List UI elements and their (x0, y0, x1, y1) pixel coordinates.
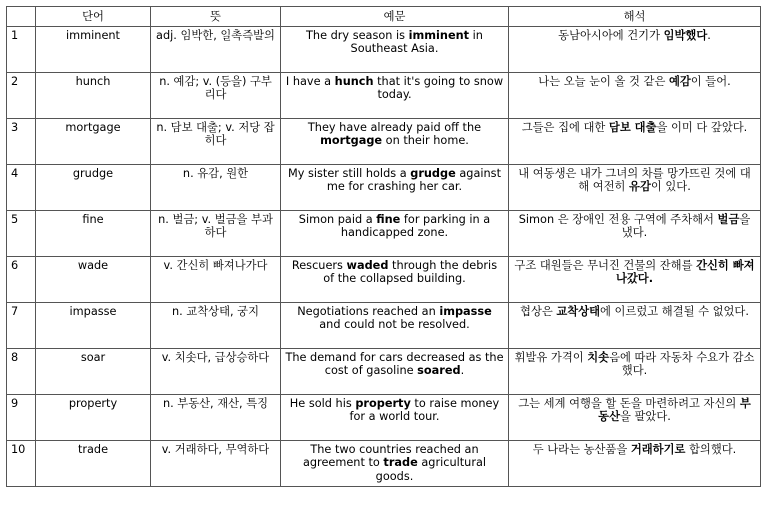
translation-text: 휘발유 가격이 (514, 350, 588, 364)
example-text: The dry season is (306, 28, 409, 42)
word-meaning: v. 치솟다, 급상승하다 (151, 348, 281, 394)
vocab-word: mortgage (36, 118, 151, 164)
translation-text: 을 냈다. (621, 212, 751, 239)
translation (509, 26, 761, 72)
translation-keyword: 담보 대출 (608, 120, 657, 134)
vocab-word: fine (36, 210, 151, 256)
table-row (7, 72, 761, 118)
row-number: 10 (7, 440, 36, 486)
vocab-word: wade (36, 256, 151, 302)
header-word: 단어 (36, 7, 151, 27)
table-row (7, 118, 761, 164)
translation-keyword: 치솟 (587, 350, 610, 364)
example-sentence (281, 118, 509, 164)
word-meaning: adj. 임박한, 일촉즉발의 (151, 26, 281, 72)
translation (509, 394, 761, 440)
example-text: agricultural goods. (375, 456, 487, 483)
example-sentence (281, 348, 509, 394)
translation-text: 동남아시아에 건기가 (558, 28, 664, 42)
row-number: 9 (7, 394, 36, 440)
example-keyword: hunch (334, 74, 374, 88)
translation-text: 협상은 (520, 304, 557, 318)
translation (509, 210, 761, 256)
example-text: He sold his (289, 396, 356, 410)
example-keyword: mortgage (320, 134, 383, 147)
example-sentence (281, 72, 509, 118)
table-row (7, 210, 761, 256)
header-translation: 해석 (509, 7, 761, 27)
vocab-word: imminent (36, 26, 151, 72)
translation-text: 구조 대원들은 무너진 건물의 잔해를 (514, 258, 697, 272)
word-meaning: n. 예감; v. (등을) 구부리다 (151, 72, 281, 118)
row-number: 6 (7, 256, 36, 302)
translation-text: 이 있다. (650, 180, 691, 193)
example-sentence (281, 256, 509, 302)
row-number: 4 (7, 164, 36, 210)
example-text: My sister still holds a (287, 166, 411, 180)
row-number: 8 (7, 348, 36, 394)
header-meaning: 뜻 (151, 7, 281, 27)
table-row (7, 348, 761, 394)
table-row (7, 302, 761, 348)
example-text: for parking in a handicapped zone. (340, 212, 491, 239)
translation-keyword: 유감 (629, 180, 651, 193)
translation (509, 440, 761, 486)
example-text: Negotiations reached an (297, 304, 440, 318)
word-meaning: v. 거래하다, 무역하다 (151, 440, 281, 486)
example-keyword: fine (376, 212, 401, 226)
vocab-word: soar (36, 348, 151, 394)
row-number: 7 (7, 302, 36, 348)
word-meaning: v. 간신히 빠져나가다 (151, 256, 281, 302)
translation (509, 118, 761, 164)
translation-keyword: 예감 (668, 74, 691, 88)
word-meaning: n. 부동산, 재산, 특징 (151, 394, 281, 440)
translation-keyword: 벌금 (717, 212, 740, 226)
translation (509, 164, 761, 210)
example-keyword: soared (417, 364, 461, 377)
translation (509, 72, 761, 118)
header-row (7, 7, 761, 27)
translation (509, 302, 761, 348)
translation-keyword: 부동산 (598, 396, 751, 423)
example-text: I have a (285, 74, 335, 88)
table-row (7, 26, 761, 72)
translation-keyword: 임박했다 (663, 28, 708, 42)
translation-text: 내 여동생은 내가 그녀의 차를 망가뜨린 것에 대해 여전히 (518, 166, 751, 193)
header-example: 예문 (281, 7, 509, 27)
example-text: Rescuers (291, 258, 347, 272)
table-row (7, 164, 761, 210)
row-number: 5 (7, 210, 36, 256)
translation-text: 을 팔았다. (619, 410, 671, 423)
table-row (7, 394, 761, 440)
translation-keyword: 교착상태 (556, 304, 601, 318)
row-number: 3 (7, 118, 36, 164)
word-meaning: n. 벌금; v. 벌금을 부과하다 (151, 210, 281, 256)
word-meaning: n. 담보 대출; v. 저당 잡히다 (151, 118, 281, 164)
example-sentence (281, 210, 509, 256)
vocab-word: grudge (36, 164, 151, 210)
example-sentence (281, 26, 509, 72)
vocab-word: trade (36, 440, 151, 486)
translation-text: . (707, 28, 711, 42)
example-keyword: waded (346, 258, 389, 272)
row-number: 1 (7, 26, 36, 72)
example-text: and could not be resolved. (319, 318, 470, 331)
example-sentence (281, 302, 509, 348)
vocabulary-table (6, 6, 761, 487)
translation-text: 그는 세계 여행을 할 돈을 마련하려고 자신의 (518, 396, 740, 410)
translation-text: 그들은 집에 대한 (521, 120, 609, 134)
example-text: The demand for cars decreased as the cost of gasoline (285, 350, 504, 377)
example-sentence (281, 394, 509, 440)
translation-keyword: 거래하기로 (630, 442, 686, 456)
example-text: to raise money for a world tour. (349, 396, 500, 423)
translation-text: 두 나라는 농산품을 (532, 442, 631, 456)
vocab-word: property (36, 394, 151, 440)
example-keyword: grudge (410, 166, 456, 180)
example-text: They have already paid off the (307, 120, 482, 134)
example-text: in Southeast Asia. (350, 28, 483, 55)
example-text: Simon paid a (298, 212, 377, 226)
translation (509, 348, 761, 394)
translation-keyword: 간신히 빠져나갔다. (615, 258, 755, 285)
translation-text: 이 들어. (690, 74, 731, 88)
row-number: 2 (7, 72, 36, 118)
header-number (7, 7, 36, 27)
translation (509, 256, 761, 302)
example-keyword: imminent (408, 28, 470, 42)
example-sentence (281, 440, 509, 486)
example-keyword: property (355, 396, 411, 410)
example-text: against me for crashing her car. (326, 166, 502, 193)
table-row (7, 440, 761, 486)
translation-text: 합의했다. (685, 442, 737, 456)
example-text: The two countries reached an agreement to (302, 442, 479, 469)
example-text: on their home. (382, 134, 469, 147)
word-meaning: n. 유감, 원한 (151, 164, 281, 210)
translation-text: 나는 오늘 눈이 올 것 같은 (538, 74, 669, 88)
example-keyword: impasse (439, 304, 492, 318)
example-text: that it's going to snow today. (373, 74, 504, 101)
translation-text: 음에 따라 자동차 수요가 감소했다. (609, 350, 755, 377)
example-keyword: trade (383, 456, 418, 469)
vocab-word: hunch (36, 72, 151, 118)
vocab-word: impasse (36, 302, 151, 348)
example-text: through the debris of the collapsed building. (323, 258, 498, 285)
translation-text: 을 이미 다 갚았다. (656, 120, 748, 134)
example-sentence (281, 164, 509, 210)
example-text: . (460, 364, 465, 377)
translation-text: Simon 은 장애인 전용 구역에 주차해서 (518, 212, 718, 226)
word-meaning: n. 교착상태, 궁지 (151, 302, 281, 348)
table-body (7, 26, 761, 486)
table-row (7, 256, 761, 302)
translation-text: 에 이르렀고 해결될 수 없었다. (600, 304, 749, 318)
